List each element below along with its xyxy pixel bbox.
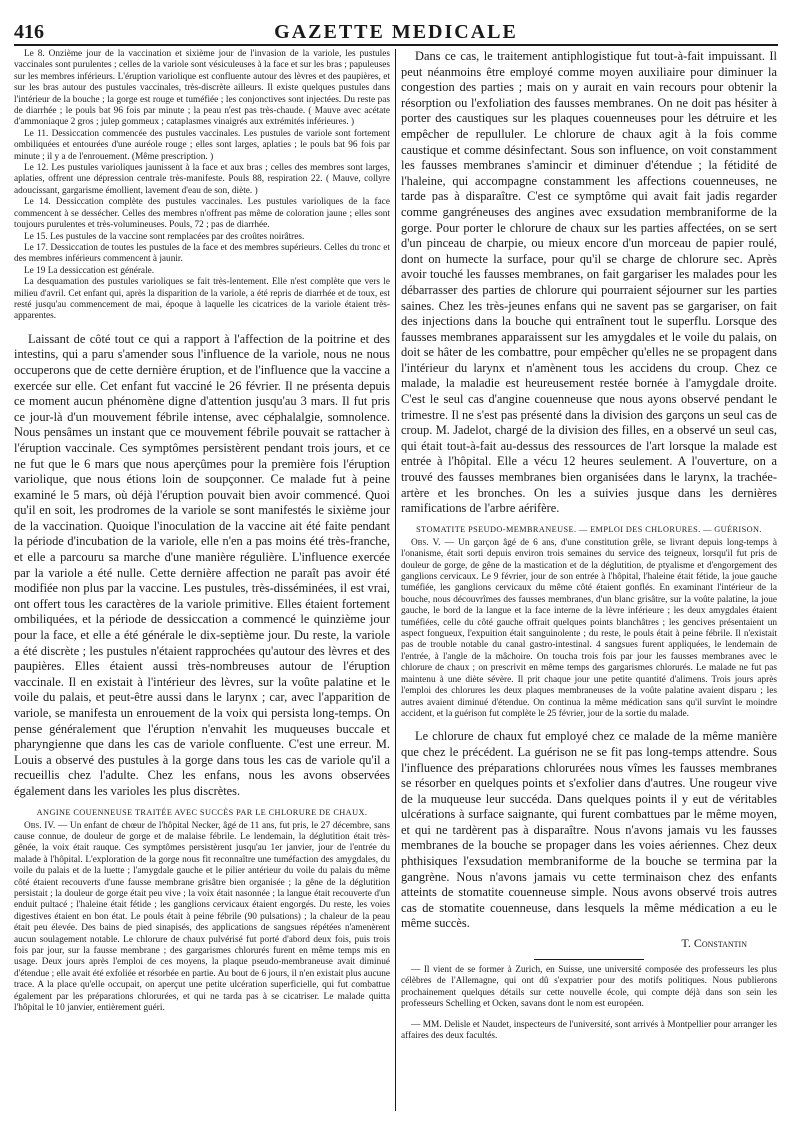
observation-text: — Un enfant de chœur de l'hôpital Necker, âgé de 11 ans, fut pris, le 27 décembre, sans cause connue, de douleur de gorge et de malaise fébrile. Le lendemain, la déglutition était très-gênée, la voix était rauque. Ces symptômes persistèrent jusqu'au 1er janvier, jour de l'entrée du malade à l'hôpital. L'exploration de la gorge nous fit reconnaître une tuméfaction des amygdales, du voile du palais et de la luette ; l'amygdale gauche et le pilier antérieur du voile du palais du même côté étaient recouverts d'une fausse membrane grisâtre bien organisée ; la gêne de la déglutition persistait ; la douleur de gorge était peu vive ; la voix était nasonnée ; la langue était recouverte d'un enduit pultacé ; l'haleine était fétide ; les ganglions cervicaux étaient engorgés. Du reste, les voies digestives étaient en bon état. Le pouls était à peine fébrile (90 pulsations) ; la chaleur de la peau était peu élevée. Des bains de pied sinapisés, des applications de sangsues répétées n'amenèrent aucun soulagement notable. Le chlorure de chaux pulvérisé fut porté d'abord deux fois, puis trois fois par jour, sur la fausse membrane ; des gargarismes chlorurés furent en même temps mis en usage. Deux jours après l'emploi de ces moyens, la plaque pseudo-membraneuse avait diminué d'étendue ; elle avait été exfoliée et résorbée en partie. Au bout de 6 jours, il n'en existait plus aucune trace. A la place qu'elle occupait, on aperçut une petite ulcération superficielle, qui fut combattue également par les préparations chlorurées, et qui ne tarda pas à se cicatriser. Le malade quitta l'hôpital le 10 janvier, entièrement guéri.: [14, 820, 390, 1014]
continuation-paragraph: Dans ce cas, le traitement antiphlogistique fut tout-à-fait impuissant. Il peut néanmoins être employé comme moyen auxiliaire pour diminuer la congestion des parties ; mais on y aurait en vain recours pour obtenir la résorption ou l'exfoliation des fausses membranes. On ne doit pas hésiter à porter des caustiques sur les plaques couenneuses pour les détruire et les empêcher de repulluler. Le chlorure de chaux agit à la fois comme caustique et comme désinfectant. Sous son influence, on voit constamment les fausses membranes s'amincir et diminuer d'étendue ; la fétidité de l'haleine, qui accompagne constamment les affections couenneuses, ne tarde pas à disparaître. C'est ce symptôme qui avait fait jadis regarder comme gangréneuses des angines avec exsudation membraniforme de la gorge. Pour porter le chlorure de chaux sur les parties affectées, on se sert d'un pinceau de charpie, ou mieux encore d'un morceau de papier roulé, dont on humecte la surface, pour qu'il se charge de chlorure sec. Après avoir touché les fausses membranes, on fait gargariser les malades pour les débarrasser des parties de chlorure qui pourraient séjourner sur les parties saines. Chez les très-jeunes enfans qui ne savent pas se gargariser, on fait des injections dans la bouche qui entraînent tout le superflu. Lorsque des fausses membranes apparaissent sur les amygdales et le voile du palais, on doit se hâter de les combattre, pour empêcher qu'elles ne se propagent dans l'intérieur du larynx et n'amènent tous les accidens du croup. Chez ce malade, la maladie est heureusement restée bornée à l'amygdale droite. C'est le seul cas d'angine couenneuse que nous ayons observé pendant le trimestre. Il ne s'est pas présenté dans la division des garçons un seul cas de croup. M. Jadelot, chargé de la division des filles, en a observé un seul cas, qui était tout-à-fait au-dessus des ressources de l'art lorsque la malade est entrée à l'hôpital. Elle a vécu 12 heures seulement. A l'ouverture, on a trouvé des fausses membranes bien organisées dans le larynx, la trachée-artère et les bronches. On les a suivies jusque dans les dernières ramifications de l'arbre aérifère.: [401, 49, 777, 516]
day-note: La desquamation des pustules varioliques se fait très-lentement. Elle n'est complète que vers le milieu d'avril. Cet enfant qui, après la disparition de la variole, a été repris de diarrhée et de toux, est resté jusqu'au commencement de mai, époque à laquelle les cicatrices de la variole étaient très-apparentes.: [14, 277, 390, 322]
signature-initial: T.: [681, 936, 691, 951]
author-signature: [401, 936, 777, 951]
day-note: Le 15. Les pustules de la vaccine sont remplacées par des croûtes noirâtres.: [24, 231, 305, 242]
observation-label: Obs. IV.: [24, 820, 56, 831]
signature-name: Constantin: [693, 936, 747, 951]
page-number: 416: [14, 21, 44, 43]
journal-title: GAZETTE MEDICALE: [274, 21, 518, 43]
observation-label: Obs. V.: [411, 537, 441, 548]
section-heading-angine: ANGINE COUENNEUSE TRAITÉE AVEC SUCCÈS PAR LE CHLORURE DE CHAUX.: [36, 807, 368, 817]
observation-5: [401, 538, 777, 721]
observation-4: [14, 821, 390, 1015]
page-header: [14, 14, 778, 46]
news-divider: [534, 959, 644, 960]
day-note: Le 8. Onzième jour de la vaccination et sixième jour de l'invasion de la variole, les pustules vaccinales sont purulentes ; celles de la variole sont vésiculeuses à la face et sur les bras ; papuleuses sur les membres inférieurs. L'éruption variolique est confluente autour des lèvres et des paupières, et sur les bras autour des pustules vaccinales, très-discrète ailleurs. Il existe quelques pustules dans l'intérieur de la bouche ; la gorge est rouge et tuméfiée ; les conjonctives sont injectées. Du reste pas de diarrhée ; le pouls bat 96 fois par minute ; la peau n'est pas très-chaude. ( Mauve avec acétate d'ammoniaque 2 gros ; julep gommeux ; cataplasmes vinaigrés aux extrémités inférieures. ): [14, 49, 390, 128]
newspaper-page: [14, 14, 778, 1114]
left-column: [14, 49, 395, 1111]
conclusion-paragraph: Le chlorure de chaux fut employé chez ce malade de la même manière que chez le précédent. La guérison ne se fit pas long-temps attendre. Sous l'influence des préparations chlorurées nous vîmes les fausses membranes se résorber en quelques points et s'exfolier dans d'autres. Une rougeur vive de la muqueuse leur succéda. Dans quelques points il y eut de véritables ulcérations à surface saignante, qui furent combattues par le même moyen, et qui ne tardèrent pas à disparaître. Nous n'avons jamais vu les fausses membranes de la bouche se propager dans les voies aériennes. Chez deux phthisiques l'exsudation membraniforme de la bouche se termina par la gangrène. Nous n'avons jamais vu cette terminaison chez des enfants atteints de stomatite couenneuse simple. Nous avons observé trois autres cas de stomatite couenneuse, dans lesquels la même médication a eu le même succès.: [401, 729, 777, 931]
day-note: Le 12. Les pustules varioliques jaunissent à la face et aux bras ; celles des membres sont larges, aplaties, offrent une dépression centrale très-manifeste. Pouls 88, respiration 22. ( Mauve, collyre adoucissant, gargarisme émollient, lavement d'eau de son, diète. ): [14, 163, 390, 196]
commentary-paragraph: Laissant de côté tout ce qui a rapport à l'affection de la poitrine et des intestins, qui a paru s'amender sous l'influence de la variole, nous ne nous occuperons que de cette dernière éruption, et de l'influence que la vaccine a exercée sur elle. Cet enfant fut vacciné le 26 février. Il ne présenta depuis ce moment aucun phénomène digne d'attention jusqu'au 3 mars. Il fut pris ce jour-là d'un mouvement fébrile intense, avec céphalalgie, somnolence. Nous pensâmes un instant que ce mouvement fébrile pouvait se rattacher à l'éruption vaccinale. Ces symptômes persistèrent pendant trois jours, et ce ne fut que le 6 mars que nous aperçûmes pour la première fois l'éruption variolique, que nous étions loin de soupçonner. Ce malade fut à peine examiné le 5 mars, où déjà l'éruption pouvait bien avoir commencé. Quoi qu'il en soit, les prodromes de la variole se sont manifestés le sixième jour de la vaccination. Quoique l'inoculation de la vaccine ait été faite pendant la période d'incubation de la variole, elle n'en a pas moins été très-franche, et elle a parcouru sa marche d'une manière régulière. L'influence exercée par la variole a été nulle. Cette dernière affection ne paraît pas avoir été modifiée non plus par la vaccine. Les pustules, très-disséminées, il est vrai, ont offert tous les caractères de la variole primitive. Elles étaient fortement ombiliquées, et la période de dessiccation a commencé le quinzième jour pour la face, et elle a été générale le dix-septième jour. Du reste, la variole a été discrète ; les pustules n'étaient rapprochées qu'autour des lèvres et des paupières. Elles étaient aussi très-nombreuses autour de l'éruption vaccinale. Il en existait à l'intérieur des lèvres, sur la voûte palatine et le voile du palais, et peut-être aussi dans le larynx ; car, avec l'apparition de variole, se manifesta un enrouement de la voix qui persista long-temps. On pense généralement que l'éruption n'envahit les muqueuses buccale et pharyngienne que dans les cas de variole confluente. C'est une erreur. M. Louis a observé des pustules à la gorge dans tous les cas de variole qu'il a recueillis chez l'adulte. Chez les enfans, nous les avons observées également dans les varioles les plus discrètes.: [14, 331, 390, 798]
two-column-body: [14, 49, 778, 1111]
observation-text: — Un garçon âgé de 6 ans, d'une constitution grêle, se livrant depuis long-temps à l'onanisme, était sorti depuis environ trois semaines du service des teigneux, lorsqu'il fut pris de douleur de gorge, de gêne de la mastication et de la déglutition, de ptyalisme et d'engorgement des ganglions cervicaux. Le 9 février, jour de son entrée à l'hôpital, l'haleine était fétide, la joue gauche tuméfiée, les ganglions cervicaux du même côté étaient gonflés. En examinant l'intérieur de la bouche, nous découvrîmes des fausses membranes, d'un blanc grisâtre, sur la voûte palatine, la joue gauche, le bord de la langue et la face interne de la lèvre inférieure ; les deux amygdales étaient tuméfiées, celle du côté gauche offrait quelques points blanchâtres ; les gencives présentaient un aspect fongueux, l'expuition était sanguinolente ; du reste, le pouls était à peine fébrile. Il n'existait pas de trouble notable du canal gastro-intestinal. 4 sangsues furent appliquées, le lendemain de l'entrée, à l'angle de la mâchoire. On toucha trois fois par jour les fausses membranes avec le chlorure de chaux ; on prescrivit en même temps des gargarismes chlorurés. Le malade ne fut pas maintenu à une diète sévère. Il prit chaque jour une petite quantité d'alimens. Trois jours après l'emploi des chlorures les deux plaques membraneuses de la voûte palatine avaient disparu ; les autres avaient diminué d'étendue. On continua la même médication sans qu'il survînt le moindre accident, et la guérison fut complète le 25 février, jour de la sortie du malade.: [401, 537, 777, 719]
day-note: Le 14. Dessiccation complète des pustules vaccinales. Les pustules varioliques de la face commencent à se dessécher. Celles des membres n'offrent pas même de coloration jaune ; elles sont toujours purulentes et très-volumineuses. Pouls, 72 ; pas de diarrhée.: [14, 197, 390, 231]
day-note: Le 19 La dessiccation est générale.: [24, 265, 155, 276]
day-note: Le 11. Dessiccation commencée des pustules vaccinales. Les pustules de variole sont fortement ombiliquées et entourées d'une auréole rouge ; elles sont larges, aplaties ; le pouls bat 96 fois par minute ; il y a de l'enrouement. (Même prescription. ): [14, 128, 390, 162]
right-column: [396, 49, 777, 1111]
news-item-zurich: — Il vient de se former à Zurich, en Suisse, une université composée des professeurs les plus célèbres de l'Allemagne, qui ont dû s'expatrier pour des motifs politiques. Nous publierons prochainement quelques détails sur cette nouvelle école, qui compte déjà dans son sein les professeurs Schelling et Ocken, savans dont le nom est européen.: [401, 965, 777, 1010]
day-note: Le 17. Dessiccation de toutes les pustules de la face et des membres supérieurs. Celles du tronc et des membres inférieurs commencent à jaunir.: [14, 242, 390, 265]
news-item-montpellier: — MM. Delisle et Naudet, inspecteurs de l'université, sont arrivés à Montpellier pour arranger les affaires des deux facultés.: [401, 1019, 777, 1042]
section-heading-stomatite: STOMATITE PSEUDO-MEMBRANEUSE. — EMPLOI DES CHLORURES. — GUÉRISON.: [416, 524, 762, 534]
